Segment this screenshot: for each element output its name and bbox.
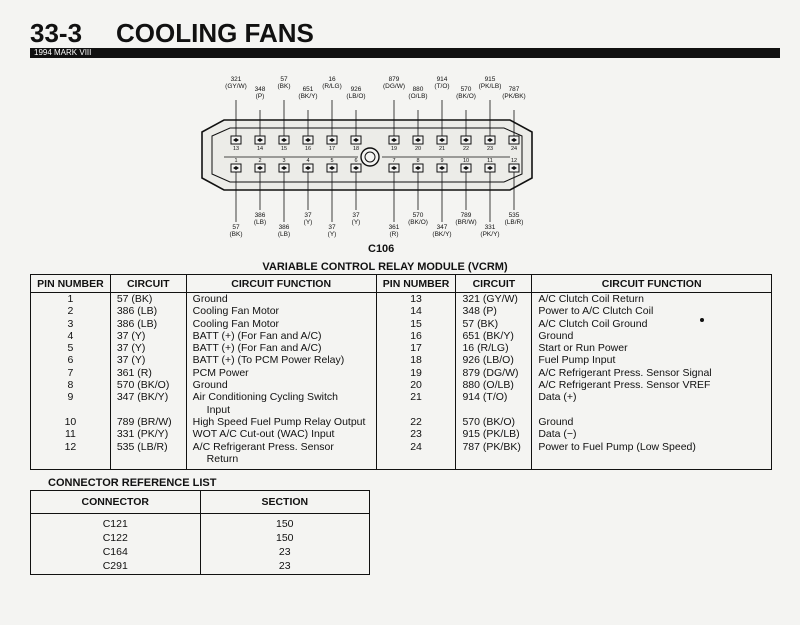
wire-color: (Y)	[327, 231, 337, 238]
function-text: Start or Run Power	[538, 342, 628, 355]
wire-color: (T/O)	[434, 83, 450, 90]
pin-number-cell: 19	[376, 367, 456, 379]
function-cell	[532, 391, 772, 416]
wire-color: (PK/LB)	[478, 83, 502, 90]
circuit-cell: 37 (Y)	[110, 354, 186, 366]
function-cell	[186, 416, 376, 428]
wire-color: (PK/BK)	[502, 93, 526, 100]
table-row	[31, 330, 772, 342]
section-cell: 150	[200, 514, 369, 532]
pin-number-cell: 17	[376, 342, 456, 354]
circuit-cell: 880 (O/LB)	[456, 379, 532, 391]
function-cell	[532, 293, 772, 306]
wire-circuit: 57	[280, 76, 288, 83]
function-cell	[186, 330, 376, 342]
pin-number-bottom: 9	[440, 158, 444, 164]
circuit-cell: 879 (DG/W)	[456, 367, 532, 379]
page-title: COOLING FANS	[116, 18, 314, 48]
wire-label-bottom	[473, 224, 507, 238]
wire-circuit: 926	[350, 86, 362, 93]
table-row	[31, 391, 772, 416]
wire-label-bottom	[219, 224, 253, 238]
table-row	[31, 342, 772, 354]
pin-number-cell: 12	[31, 441, 111, 470]
pin-number-top: 18	[352, 146, 360, 152]
wire-color: (Y)	[351, 219, 361, 226]
function-text: Ground	[192, 293, 228, 305]
col-circuit-function: CIRCUIT FUNCTION	[532, 275, 772, 293]
wire-circuit: 321	[230, 76, 242, 83]
wire-circuit: 914	[436, 76, 448, 83]
function-text: Fuel Pump Input	[538, 354, 616, 367]
wire-color: (O/LB)	[408, 93, 428, 100]
circuit-cell: 321 (GY/W)	[456, 293, 532, 306]
circuit-cell: 651 (BK/Y)	[456, 330, 532, 342]
function-cell	[186, 305, 376, 317]
circuit-cell: 348 (P)	[456, 305, 532, 317]
col-connector: CONNECTOR	[31, 491, 201, 514]
wire-color: (P)	[255, 93, 265, 100]
wire-circuit: 651	[302, 86, 314, 93]
circuit-cell: 570 (BK/O)	[110, 379, 186, 391]
col-pin-number: PIN NUMBER	[376, 275, 456, 293]
function-text-continued: Return	[206, 452, 239, 465]
wire-color: (DG/W)	[382, 83, 406, 90]
wire-color: (BK)	[229, 231, 243, 238]
pin-number-cell: 13	[376, 293, 456, 306]
function-cell	[532, 318, 772, 330]
reference-list-title: CONNECTOR REFERENCE LIST	[48, 477, 217, 489]
circuit-cell: 915 (PK/LB)	[456, 428, 532, 440]
wire-circuit: 37	[352, 212, 360, 219]
table-row	[31, 416, 772, 428]
wire-label-top	[339, 86, 373, 100]
pin-number-bottom: 11	[487, 158, 493, 164]
pin-number-cell: 11	[31, 428, 111, 440]
circuit-cell: 37 (Y)	[110, 342, 186, 354]
table-row	[31, 428, 772, 440]
function-cell	[532, 342, 772, 354]
table-row	[31, 379, 772, 391]
pin-number-cell: 1	[31, 293, 111, 306]
connector-cell: C121	[31, 514, 201, 532]
pin-number-bottom: 5	[330, 158, 334, 164]
function-text: A/C Refrigerant Press. Sensor Signal	[538, 366, 712, 379]
wire-color: (BK/Y)	[298, 93, 318, 100]
pin-number-cell: 16	[376, 330, 456, 342]
circuit-cell: 386 (LB)	[110, 318, 186, 330]
wire-circuit: 535	[508, 212, 520, 219]
function-text: A/C Clutch Coil Ground	[538, 317, 648, 330]
pin-number-bottom: 1	[234, 158, 238, 164]
wire-color: (BK/Y)	[432, 231, 452, 238]
wire-circuit: 37	[304, 212, 312, 219]
connector-cell: C164	[31, 545, 201, 559]
pin-number-top: 15	[280, 146, 288, 152]
wire-label-bottom	[425, 224, 459, 238]
wire-circuit: 879	[388, 76, 400, 83]
function-text: Air Conditioning Cycling Switch	[192, 391, 338, 404]
function-text: Cooling Fan Motor	[192, 317, 280, 330]
function-text: A/C Clutch Coil Return	[538, 293, 644, 305]
function-text: Ground	[192, 379, 228, 392]
circuit-cell: 347 (BK/Y)	[110, 391, 186, 416]
pin-number-top: 20	[414, 146, 422, 152]
wire-circuit: 386	[278, 224, 290, 231]
pin-number-top: 19	[390, 146, 398, 152]
table-row	[31, 318, 772, 330]
pin-number-cell: 23	[376, 428, 456, 440]
function-cell	[532, 441, 772, 470]
pin-number-cell: 22	[376, 416, 456, 428]
function-cell	[532, 305, 772, 317]
section-cell: 23	[200, 559, 369, 575]
wire-color: (BR/W)	[455, 219, 477, 226]
wire-circuit: 570	[460, 86, 472, 93]
wire-color: (PK/Y)	[480, 231, 500, 238]
header-bar	[30, 48, 780, 58]
function-text-continued: Input	[206, 403, 231, 416]
function-text: A/C Refrigerant Press. Sensor VREF	[538, 379, 711, 392]
pin-number-bottom: 10	[462, 158, 470, 164]
circuit-cell: 570 (BK/O)	[456, 416, 532, 428]
function-text: PCM Power	[192, 366, 249, 379]
wire-color: (GY/W)	[225, 83, 247, 90]
function-text: Power to A/C Clutch Coil	[538, 305, 654, 318]
section-cell: 23	[200, 545, 369, 559]
circuit-cell: 789 (BR/W)	[110, 416, 186, 428]
circuit-cell: 37 (Y)	[110, 330, 186, 342]
function-text: BATT (+) (To PCM Power Relay)	[192, 354, 345, 367]
wire-color: (R)	[389, 231, 399, 238]
pin-number-cell: 4	[31, 330, 111, 342]
pin-number-cell: 9	[31, 391, 111, 416]
pin-number-cell: 8	[31, 379, 111, 391]
pin-number-bottom: 7	[392, 158, 396, 164]
pin-number-cell: 24	[376, 441, 456, 470]
function-cell	[186, 367, 376, 379]
function-text: Data (+)	[538, 391, 577, 404]
table-row	[31, 354, 772, 366]
table-row	[31, 367, 772, 379]
pin-number-top: 13	[232, 146, 240, 152]
function-text: BATT (+) (For Fan and A/C)	[192, 342, 322, 355]
col-circuit-function: CIRCUIT FUNCTION	[186, 275, 376, 293]
col-pin-number: PIN NUMBER	[31, 275, 111, 293]
function-text: WOT A/C Cut-out (WAC) Input	[192, 428, 335, 441]
function-cell	[186, 342, 376, 354]
function-cell	[532, 367, 772, 379]
function-cell	[186, 379, 376, 391]
circuit-cell: 787 (PK/BK)	[456, 441, 532, 470]
function-text: High Speed Fuel Pump Relay Output	[192, 415, 366, 428]
connector-name: C106	[368, 243, 395, 255]
pin-number-cell: 15	[376, 318, 456, 330]
table-row	[31, 531, 370, 545]
function-cell	[186, 293, 376, 306]
table-row	[31, 545, 370, 559]
table-row	[31, 305, 772, 317]
table-row	[31, 293, 772, 306]
pin-number-cell: 3	[31, 318, 111, 330]
table-row	[31, 514, 370, 532]
wire-label-bottom	[339, 212, 373, 226]
pin-number-top: 16	[304, 146, 312, 152]
wire-circuit: 789	[460, 212, 472, 219]
wire-circuit: 348	[254, 86, 266, 93]
wire-label-bottom	[377, 224, 411, 238]
circuit-cell: 331 (PK/Y)	[110, 428, 186, 440]
function-text: Ground	[538, 329, 574, 342]
table-row	[31, 441, 772, 470]
pin-number-cell: 7	[31, 367, 111, 379]
pin-table	[30, 274, 772, 470]
pin-table-header	[31, 275, 772, 293]
pin-number-top: 14	[256, 146, 264, 152]
pin-number-top: 24	[510, 146, 518, 152]
wire-color: (BK/O)	[456, 93, 476, 100]
function-cell	[532, 354, 772, 366]
wire-circuit: 570	[412, 212, 424, 219]
module-title: VARIABLE CONTROL RELAY MODULE (VCRM)	[262, 261, 508, 273]
vehicle-subtitle: 1994 MARK VIII	[34, 48, 92, 57]
reference-table-header	[31, 491, 370, 514]
pin-number-cell: 21	[376, 391, 456, 416]
wire-circuit: 915	[484, 76, 496, 83]
function-cell	[532, 428, 772, 440]
section-number: 33-3	[30, 18, 83, 48]
wire-color: (BK/O)	[408, 219, 428, 226]
function-text: BATT (+) (For Fan and A/C)	[192, 329, 322, 342]
circuit-cell: 57 (BK)	[110, 293, 186, 306]
function-cell	[186, 441, 376, 470]
function-cell	[532, 330, 772, 342]
function-text: Ground	[538, 415, 574, 428]
pin-number-cell: 18	[376, 354, 456, 366]
wire-color: (LB/O)	[346, 93, 366, 100]
wire-color: (LB/R)	[504, 219, 524, 226]
pin-number-top: 21	[438, 146, 446, 152]
function-cell	[186, 428, 376, 440]
connector-cell: C122	[31, 531, 201, 545]
wire-circuit: 386	[254, 212, 266, 219]
circuit-cell: 914 (T/O)	[456, 391, 532, 416]
wire-circuit: 331	[484, 224, 496, 231]
wire-label-bottom	[315, 224, 349, 238]
function-cell	[532, 379, 772, 391]
circuit-cell: 57 (BK)	[456, 318, 532, 330]
wire-label-bottom	[267, 224, 301, 238]
pin-number-bottom: 6	[354, 158, 358, 164]
pin-number-cell: 14	[376, 305, 456, 317]
pin-number-top: 22	[462, 146, 470, 152]
function-text: Power to Fuel Pump (Low Speed)	[538, 440, 696, 453]
wire-label-top	[497, 86, 531, 100]
wire-color: (R/LG)	[322, 83, 342, 90]
function-text: Data (−)	[538, 428, 577, 441]
connector-diagram	[180, 60, 550, 260]
pin-number-cell: 10	[31, 416, 111, 428]
col-section: SECTION	[200, 491, 369, 514]
pin-number-cell: 5	[31, 342, 111, 354]
reference-table	[30, 490, 370, 575]
col-circuit: CIRCUIT	[456, 275, 532, 293]
pin-number-cell: 6	[31, 354, 111, 366]
wire-circuit: 16	[328, 76, 336, 83]
col-circuit: CIRCUIT	[110, 275, 186, 293]
wire-color: (LB)	[253, 219, 267, 226]
wire-label-bottom	[497, 212, 531, 226]
wire-circuit: 787	[508, 86, 520, 93]
circuit-cell: 535 (LB/R)	[110, 441, 186, 470]
function-cell	[532, 416, 772, 428]
wire-color: (LB)	[277, 231, 291, 238]
circuit-cell: 926 (LB/O)	[456, 354, 532, 366]
circuit-cell: 361 (R)	[110, 367, 186, 379]
function-cell	[186, 391, 376, 416]
section-cell: 150	[200, 531, 369, 545]
circuit-cell: 386 (LB)	[110, 305, 186, 317]
page-mark	[700, 318, 704, 322]
pin-number-cell: 2	[31, 305, 111, 317]
pin-number-bottom: 2	[258, 158, 262, 164]
function-text: A/C Refrigerant Press. Sensor	[192, 440, 334, 453]
function-cell	[186, 354, 376, 366]
function-text: Cooling Fan Motor	[192, 305, 280, 318]
pin-number-bottom: 3	[282, 158, 286, 164]
pin-number-cell: 20	[376, 379, 456, 391]
table-row	[31, 559, 370, 575]
wire-circuit: 347	[436, 224, 448, 231]
pin-number-top: 23	[486, 146, 494, 152]
wire-color: (Y)	[303, 219, 313, 226]
pin-number-top: 17	[328, 146, 336, 152]
wire-circuit: 37	[328, 224, 336, 231]
wire-circuit: 361	[388, 224, 400, 231]
pin-number-bottom: 8	[416, 158, 420, 164]
wire-color: (BK)	[277, 83, 291, 90]
function-cell	[186, 318, 376, 330]
connector-cell: C291	[31, 559, 201, 575]
wire-circuit: 57	[232, 224, 240, 231]
pin-number-bottom: 12	[510, 158, 518, 164]
circuit-cell: 16 (R/LG)	[456, 342, 532, 354]
wire-circuit: 880	[412, 86, 424, 93]
pin-number-bottom: 4	[306, 158, 310, 164]
